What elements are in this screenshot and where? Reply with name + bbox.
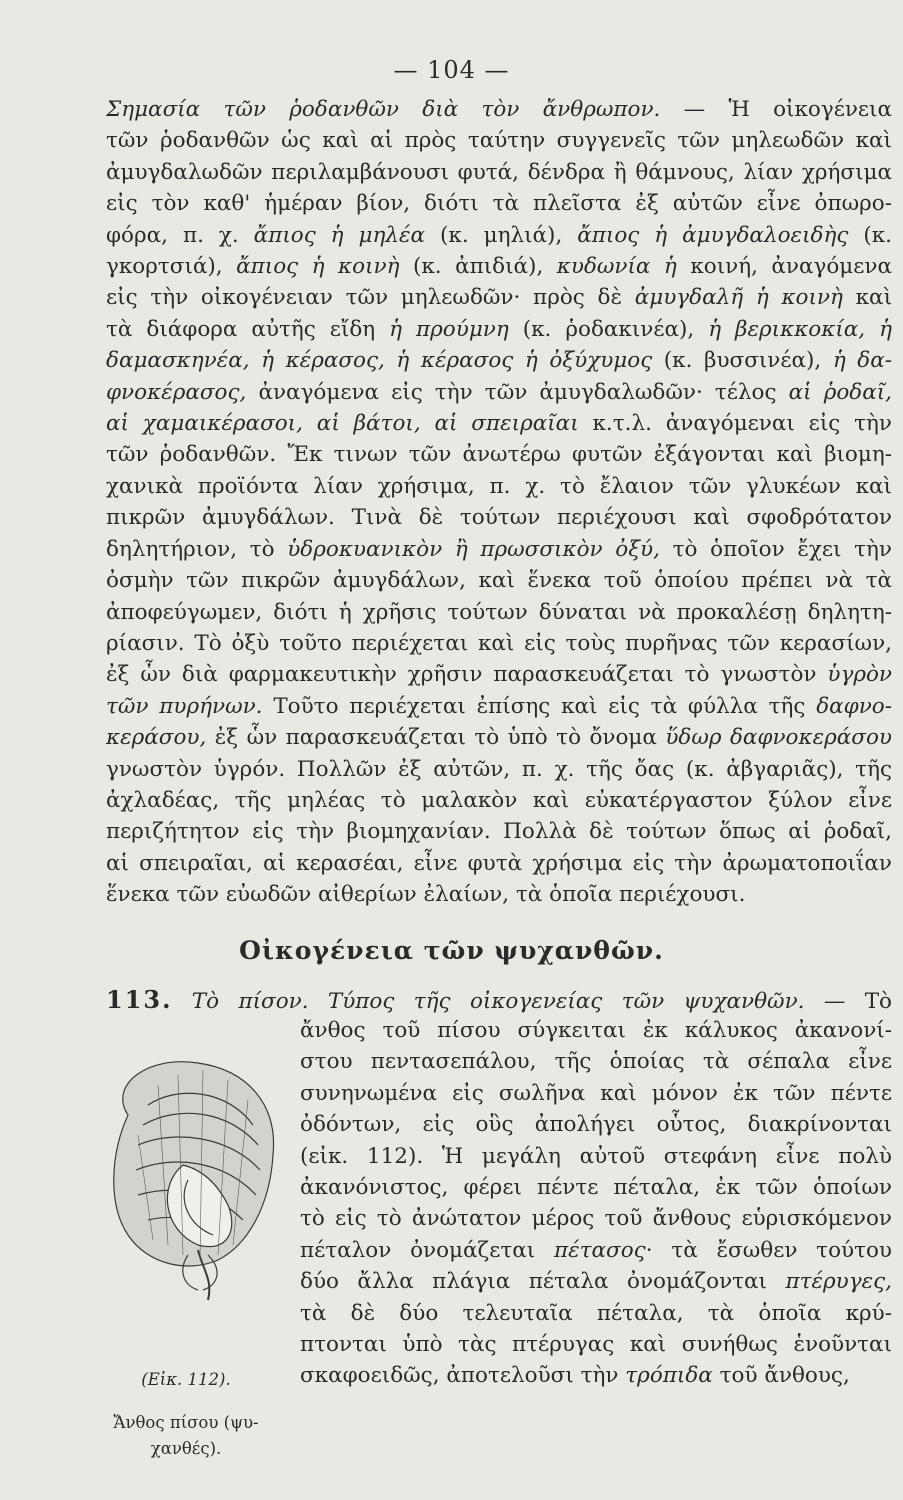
text-line — [300, 1141, 892, 1172]
text-run: γνωστὸν ὑγρόν. Πολλῶν ἐξ αὐτῶν, π. χ. τῆς ὄας (κ. ἀβγαριᾶς), τῆς — [106, 756, 892, 782]
text-line — [106, 471, 892, 502]
text-run: κοινή, ἀναγόμενα — [676, 254, 893, 280]
section-number: 113. — [106, 985, 173, 1014]
text-line — [106, 377, 892, 408]
text-line — [106, 345, 892, 376]
text-run: δηλητήριον, τὸ — [106, 536, 288, 562]
page-number: — 104 — — [393, 56, 510, 84]
italic-term: τῶν πυρήνων. — [106, 693, 263, 719]
text-line — [106, 879, 892, 910]
italic-term: ὑγρὸν — [827, 662, 892, 688]
italic-term: ὕδωρ δαφνοκεράσου — [665, 725, 892, 751]
text-run: τῶν ῥοδανθῶν ὡς καὶ αἱ πρὸς ταύτην συγγενεῖς τῶν μηλεωδῶν καὶ — [106, 128, 892, 154]
text-line — [300, 1046, 892, 1077]
text-run: τὸ ὁποῖον ἔχει τὴν — [659, 536, 892, 562]
text-run: περιζήτητον εἰς τὴν βιομηχανίαν. Πολλὰ δὲ τούτων ὅπως αἱ ῥοδαῖ, — [106, 819, 892, 845]
italic-term: ἡ δα- — [832, 348, 892, 374]
pea-flower-drawing — [88, 1045, 288, 1335]
italic-term: αἱ χαμαικέρασοι, αἱ βάτοι, αἱ σπειραῖαι — [106, 411, 579, 437]
text-run: ἐξ ὧν παρασκευάζεται τὸ ὑπὸ τὸ ὄνομα — [206, 725, 666, 751]
text-run: ἀμυγδαλωδῶν περιλαμβάνουσι φυτά, δένδρα ἢ θάμνους, λίαν χρήσιμα — [106, 159, 892, 185]
italic-term: Τὸ πίσον. Τύπος τῆς οἰκογενείας τῶν ψυχανθῶν. — [172, 989, 805, 1014]
text-line — [106, 502, 892, 533]
figure-caption-line: χανθές). — [150, 1439, 222, 1458]
text-line — [300, 1109, 892, 1140]
text-run: Τοῦτο περιέχεται ἐπίσης καὶ εἰς τὰ φύλλα τῆς — [262, 693, 817, 719]
text-line — [106, 408, 892, 439]
text-line — [106, 691, 892, 722]
text-line — [106, 816, 892, 847]
italic-term: αἱ ῥοδαῖ, — [788, 379, 893, 405]
text-line — [300, 1203, 892, 1234]
text-run: ἕνεκα τῶν εὐωδῶν αἰθερίων ἐλαίων, τὰ ὁποῖα περιέχουσι. — [106, 882, 746, 908]
text-run: δύο ἄλλα πλάγια πέταλα ὀνομάζονται — [300, 1269, 786, 1295]
text-run: — Τὸ — [804, 989, 892, 1014]
figure-caption — [96, 1410, 276, 1462]
italic-term: τρόπιδα — [625, 1363, 713, 1389]
section-heading: Οἰκογένεια τῶν ψυχανθῶν. — [239, 936, 664, 965]
italic-term: ὑδροκυανικὸν ἢ πρωσσικὸν ὀξύ, — [287, 536, 660, 562]
text-line — [106, 628, 892, 659]
text-run: σκαφοειδῶς, ἀποτελοῦσι τὴν — [300, 1363, 626, 1389]
text-run: ἀναγόμενα εἰς τὴν τῶν ἀμυγδαλωδῶν· τέλος — [246, 379, 789, 405]
figure-label: (Εἰκ. 112). — [141, 1370, 231, 1389]
text-run: χανικὰ προϊόντα λίαν χρήσιμα, π. χ. τὸ ἔλαιον τῶν γλυκέων καὶ — [106, 473, 892, 499]
text-line — [300, 1266, 892, 1297]
text-line — [106, 565, 892, 596]
text-run: τοῦ ἄνθους, — [712, 1363, 850, 1389]
text-line — [300, 1360, 892, 1391]
italic-term: ἡ προύμνη — [389, 316, 509, 342]
pea-flower-illustration — [88, 1045, 288, 1245]
text-line — [106, 125, 892, 156]
figure-caption-line: Ἄνθος πίσου (ψυ- — [113, 1413, 259, 1432]
text-run: — Ἡ οἰκογένεια — [660, 97, 892, 122]
text-line — [106, 439, 892, 470]
section-title-line — [172, 989, 892, 1014]
text-run: εἰς τὴν οἰκογένειαν τῶν μηλεωδῶν· πρὸς δὲ — [106, 285, 635, 311]
text-line — [300, 1298, 892, 1329]
text-run: φόρα, π. χ. — [106, 222, 254, 248]
text-run: τὰ ἔσωθεν τούτου — [652, 1237, 892, 1263]
text-run: ρίασιν. Τὸ ὀξὺ τοῦτο περιέχεται καὶ εἰς τοὺς πυρῆνας τῶν κερασίων, — [106, 630, 892, 656]
text-run: εἰς τὸν καθ' ἡμέραν βίον, διότι τὰ πλεῖστα ἐξ αὐτῶν εἶνε ὀπωρο- — [106, 191, 892, 217]
section-113-intro — [106, 984, 892, 1017]
text-line — [106, 722, 892, 753]
text-run: τὰ δὲ δύο τελευταῖα πέταλα, τὰ ὁποῖα κρύ- — [300, 1300, 892, 1326]
italic-term: ἄπιος ἡ μηλέα — [253, 222, 426, 248]
text-run: συνηνωμένα εἰς σωλῆνα καὶ μόνον ἐκ τῶν πέντε — [300, 1080, 892, 1106]
text-run: τὰ διάφορα αὐτῆς εἴδη — [106, 316, 390, 342]
text-run: (κ. — [848, 222, 892, 248]
text-run: ἀκανόνιστος, φέρει πέντε πέταλα, ἐκ τῶν ὁποίων — [300, 1175, 892, 1201]
italic-term: πτέρυγες, — [785, 1269, 892, 1295]
text-run: πικρῶν ἀμυγδάλων. Τινὰ δὲ τούτων περιέχουσι καὶ σφοδρότατον — [106, 505, 892, 531]
italic-term: δαφνο- — [816, 693, 892, 719]
text-run: στου πεντασεπάλου, τῆς ὁποίας τὰ σέπαλα εἶνε — [300, 1049, 892, 1075]
italic-term: ἡ βερικκοκία, ἡ — [708, 316, 892, 342]
text-line — [106, 282, 892, 313]
text-line — [300, 1235, 892, 1266]
text-run: (κ. βυσσινέα), — [652, 348, 833, 374]
text-run: (κ. ἀπιδιά), — [399, 254, 557, 280]
text-run: (κ. ῥοδακινέα), — [508, 316, 709, 342]
text-line — [106, 157, 892, 188]
text-run: αἱ σπειραῖαι, αἱ κερασέαι, εἶνε φυτὰ χρήσιμα εἰς τὴν ἀρωματοποιΐαν — [106, 850, 892, 876]
text-line — [106, 785, 892, 816]
text-run: καὶ — [842, 285, 892, 311]
section-113-body — [300, 1015, 892, 1392]
text-line — [300, 1329, 892, 1360]
text-run: ἀχλαδέας, τῆς μηλέας τὸ μαλακὸν καὶ εὐκατέργαστον ξύλον εἶνε — [106, 787, 892, 813]
text-line — [106, 94, 892, 125]
text-run: τῶν ῥοδανθῶν. Ἔκ τινων τῶν ἀνωτέρω φυτῶν ἐξάγονται καὶ βιομη- — [106, 442, 892, 468]
text-line — [106, 848, 892, 879]
text-run: (κ. μηλιά), — [425, 222, 578, 248]
italic-term: κυδωνία ἡ — [556, 254, 677, 280]
italic-term: δαμασκηνέα, ἡ κέρασος, ἡ κέρασος ἡ ὀξύχυμος — [106, 348, 653, 374]
text-line — [300, 1172, 892, 1203]
text-line — [106, 754, 892, 785]
text-run: τὸ εἰς τὸ ἀνώτατον μέρος τοῦ ἄνθους εὑρισκόμενον — [300, 1206, 892, 1232]
text-run: γκορτσιά), — [106, 254, 237, 280]
text-line — [106, 188, 892, 219]
italic-term: ἄπιος ἡ κοινὴ — [236, 254, 400, 280]
text-line — [106, 534, 892, 565]
text-run: ὀσμὴν τῶν πικρῶν ἀμυγδάλων, καὶ ἕνεκα τοῦ ὁποίου πρέπει νὰ τὰ — [106, 568, 892, 594]
text-line — [106, 220, 892, 251]
text-line — [106, 314, 892, 345]
text-line — [300, 1015, 892, 1046]
text-run: κ.τ.λ. ἀναγόμεναι εἰς τὴν — [578, 411, 892, 437]
text-run: ὀδόντων, εἰς οὓς ἀπολήγει οὗτος, διακρίνονται — [300, 1112, 892, 1138]
text-line — [106, 597, 892, 628]
text-line — [106, 659, 892, 690]
italic-term: ἀμυγδαλῆ ἡ κοινὴ — [634, 285, 843, 311]
text-run: πέταλον ὀνομάζεται — [300, 1237, 554, 1263]
paragraph-rosaceae-importance — [106, 94, 892, 911]
text-run: (εἰκ. 112). Ἡ μεγάλη αὐτοῦ στεφάνη εἶνε πολὺ — [300, 1143, 892, 1169]
text-line — [106, 251, 892, 282]
text-run: πτονται ὑπὸ τὰς πτέρυγας καὶ συνήθως ἑνοῦνται — [300, 1332, 892, 1358]
text-run: ἀποφεύγωμεν, διότι ἡ χρῆσις τούτων δύναται νὰ προκαλέσῃ δηλητη- — [106, 599, 892, 625]
italic-term: φνοκέρασος, — [106, 379, 247, 405]
section-first-line — [106, 984, 892, 1017]
italic-term: κεράσου, — [106, 725, 207, 751]
text-run: ἐξ ὧν διὰ φαρμακευτικὴν χρῆσιν παρασκευάζεται τὸ γνωστὸν — [106, 662, 828, 688]
italic-term: ἄπιος ἡ ἀμυγδαλοειδὴς — [577, 222, 849, 248]
text-run: ἄνθος τοῦ πίσου σύγκειται ἐκ κάλυκος ἀκανονί- — [300, 1018, 892, 1043]
text-line — [300, 1078, 892, 1109]
italic-term: Σημασία τῶν ῥοδανθῶν διὰ τὸν ἄνθρωπον. — [106, 97, 661, 122]
italic-term: πέτασος· — [553, 1237, 653, 1263]
